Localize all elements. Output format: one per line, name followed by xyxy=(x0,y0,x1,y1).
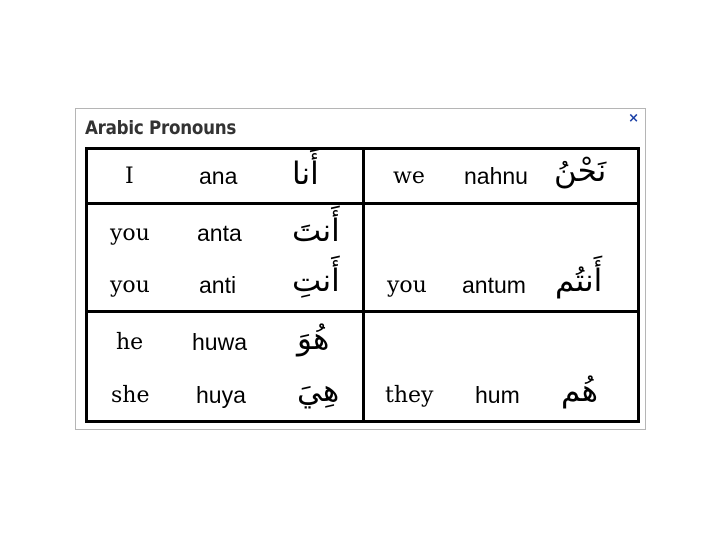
english-pronoun-plural: we xyxy=(393,164,425,189)
transliteration: anti xyxy=(199,272,237,298)
arabic-pronoun: أَنتَ xyxy=(292,213,340,249)
pronouns-window xyxy=(75,108,646,430)
arabic-pronoun-plural: نَحْنُ xyxy=(554,153,607,189)
english-pronoun: she xyxy=(111,383,150,408)
arabic-pronoun: هُوَ xyxy=(297,321,330,357)
english-pronoun: he xyxy=(116,330,144,355)
pronoun-table xyxy=(85,147,640,423)
arabic-pronoun-plural: أَنتُم xyxy=(555,263,603,299)
transliteration-plural: hum xyxy=(475,382,520,408)
arabic-pronoun: هِيَ xyxy=(297,373,340,409)
column-divider xyxy=(362,150,365,420)
transliteration: huwa xyxy=(192,329,247,355)
english-pronoun: you xyxy=(110,273,150,298)
arabic-pronoun-plural: هُم xyxy=(561,373,598,409)
close-icon[interactable]: × xyxy=(628,111,639,126)
transliteration: huya xyxy=(196,382,246,408)
arabic-pronoun: أَنا xyxy=(292,156,319,192)
arabic-pronoun: أَنتِ xyxy=(292,263,340,299)
transliteration-plural: nahnu xyxy=(464,163,528,189)
english-pronoun-plural: you xyxy=(387,273,427,298)
english-pronoun: I xyxy=(125,164,134,189)
english-pronoun-plural: they xyxy=(385,383,434,408)
transliteration-plural: antum xyxy=(462,272,526,298)
window-title: Arabic Pronouns xyxy=(85,117,237,139)
english-pronoun: you xyxy=(110,221,150,246)
transliteration: ana xyxy=(199,163,238,189)
transliteration: anta xyxy=(197,220,242,246)
